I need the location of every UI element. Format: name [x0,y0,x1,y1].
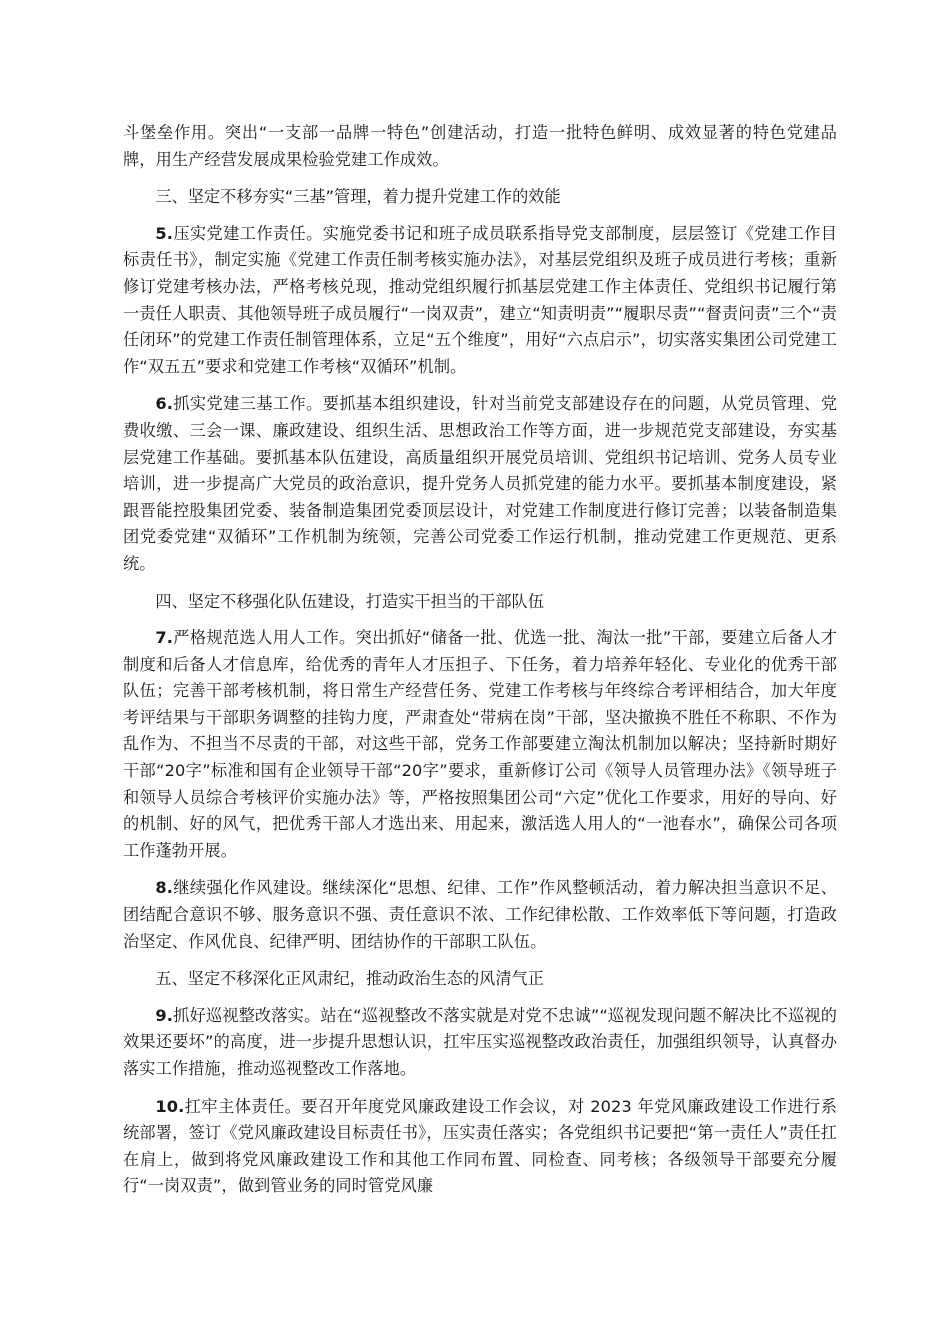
document-page [123,120,837,1211]
section-heading-4: 四、坚定不移强化队伍建设，打造实干担当的干部队伍 [155,591,544,611]
paragraph-9-text: 抓好巡视整改落实。站在“巡视整改不落实就是对党不忠诚”“巡视发现问题不解决比不巡视的效果还要坏”的高度，进一步提升思想认识，扛牢压实巡视整改政治责任，加强组织领导，认真督办落实工作措施，推动巡视整改工作落地。 [123,1005,837,1078]
section-heading-3: 三、坚定不移夯实“三基”管理，着力提升党建工作的效能 [155,187,561,207]
paragraph-8-text: 继续强化作风建设。继续深化“思想、纪律、工作”作风整顿活动，着力解决担当意识不足、团结配合意识不够、服务意识不强、责任意识不浓、工作纪律松散、工作效率低下等问题，打造政治坚定、作风优良、纪律严明、团结协作的干部职工队伍。 [123,878,837,951]
paragraph-5 [123,221,837,381]
paragraph-10-text: 扛牢主体责任。要召开年度党风廉政建设工作会议，对 2023 年党风廉政建设工作进行系统部署，签订《党风廉政建设目标责任书》，压实责任落实；各党组织书记要把“第一责任人”责任扛在肩上，做到将党风廉政建设工作和其他工作同布置、同检查、同考核；各级领导干部要充分履行“一岗双责”，做到管业务的同时管党风廉 [123,1096,837,1196]
item-number-8: 8. [155,878,174,898]
paragraph-7 [123,625,837,864]
paragraph-8 [123,875,837,955]
section-heading-5: 五、坚定不移深化正风肃纪，推动政治生态的风清气正 [155,969,544,989]
paragraph-10 [123,1094,837,1200]
paragraph-6-text: 抓实党建三基工作。要抓基本组织建设，针对当前党支部建设存在的问题，从党员管理、党费收缴、三会一课、廉政建设、组织生活、思想政治工作等方面，进一步规范党支部建设，夯实基层党建工作基础。要抓基本队伍建设，高质量组织开展党员培训、党组织书记培训、党务人员专业培训，进一步提高广大党员的政治意识，提升党务人员抓党建的能力水平。要抓基本制度建设，紧跟晋能控股集团党委、装备制造集团党委顶层设计，对党建工作制度进行修订完善；以装备制造集团党委党建“双循环”工作机制为统领，完善公司党委工作运行机制，推动党建工作更规范、更系统。 [123,394,837,573]
item-number-9: 9. [155,1005,174,1025]
item-number-10: 10. [155,1096,185,1116]
item-number-6: 6. [155,394,174,414]
paragraph-5-text: 压实党建工作责任。实施党委书记和班子成员联系指导党支部制度，层层签订《党建工作目标责任书》，制定实施《党建工作责任制考核实施办法》，对基层党组织及班子成员进行考核；重新修订党建考核办法，严格考核兑现，推动党组织履行抓基层党建工作主体责任、党组织书记履行第一责任人职责、其他领导班子成员履行“一岗双责”，建立“知责明责”“履职尽责”“督责问责”三个“责任闭环”的党建工作责任制管理体系，立足“五个维度”，用好“六点启示”，切实落实集团公司党建工作“双五五”要求和党建工作考核“双循环”机制。 [123,223,837,376]
paragraph-continued: 斗堡垒作用。突出“一支部一品牌一特色”创建活动，打造一批特色鲜明、成效显著的特色党建品牌，用生产经营发展成果检验党建工作成效。 [123,123,837,169]
paragraph-6 [123,391,837,577]
item-number-7: 7. [155,628,174,648]
paragraph-9 [123,1003,837,1083]
paragraph-7-text: 严格规范选人用人工作。突出抓好“储备一批、优选一批、淘汰一批”干部，要建立后备人才制度和后备人才信息库，给优秀的青年人才压担子、下任务，着力培养年轻化、专业化的优秀干部队伍；完善干部考核机制，将日常生产经营任务、党建工作考核与年终综合考评相结合，加大年度考评结果与干部职务调整的挂钩力度，严肃查处“带病在岗”干部，坚决撤换不胜任不称职、不作为乱作为、不担当不尽责的干部，对这些干部，党务工作部要建立淘汰机制加以解决；坚持新时期好干部“20字”标准和国有企业领导干部“20字”要求，重新修订公司《领导人员管理办法》《领导班子和领导人员综合考核评价实施办法》等，严格按照集团公司“六定”优化工作要求，用好的导向、好的机制、好的风气，把优秀干部人才选出来、用起来，激活选人用人的“一池春水”，确保公司各项工作蓬勃开展。 [123,628,837,860]
item-number-5: 5. [155,223,174,243]
